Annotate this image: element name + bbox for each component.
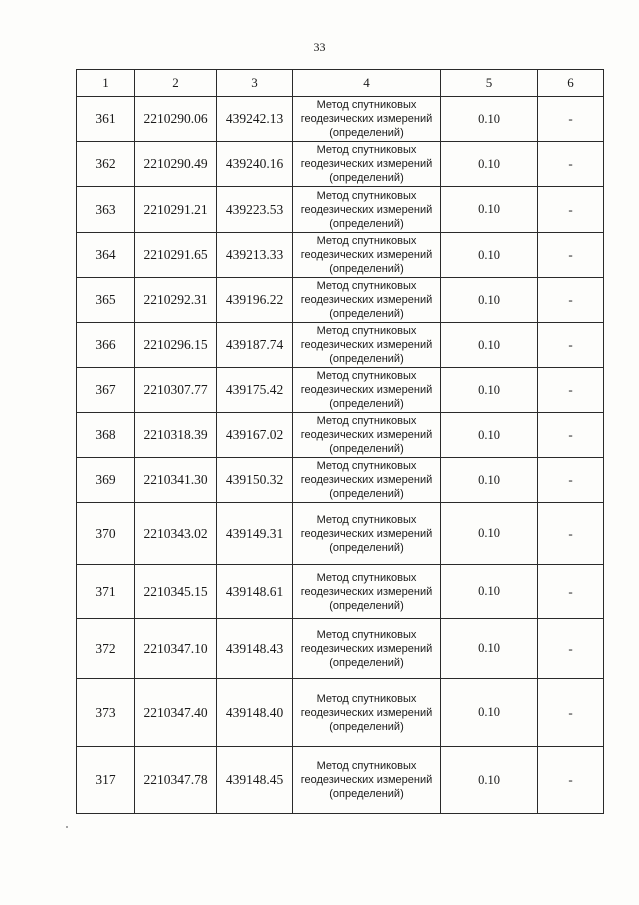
point-cell: 371 <box>77 565 135 619</box>
header-col-1: 1 <box>77 70 135 97</box>
scan-speck <box>66 826 68 828</box>
header-row <box>77 70 604 97</box>
accuracy-cell: 0.10 <box>441 233 538 278</box>
accuracy-cell: 0.10 <box>441 187 538 233</box>
point-cell: 369 <box>77 458 135 503</box>
note-cell: - <box>538 368 604 413</box>
accuracy-cell: 0.10 <box>441 142 538 187</box>
point-cell: 366 <box>77 323 135 368</box>
note-cell: - <box>538 565 604 619</box>
table-row <box>77 565 604 619</box>
y-coordinate-cell: 439240.16 <box>217 142 293 187</box>
y-coordinate-cell: 439148.43 <box>217 619 293 679</box>
header-col-4: 4 <box>293 70 441 97</box>
x-coordinate-cell: 2210292.31 <box>135 278 217 323</box>
accuracy-cell: 0.10 <box>441 323 538 368</box>
x-coordinate-cell: 2210345.15 <box>135 565 217 619</box>
accuracy-cell: 0.10 <box>441 368 538 413</box>
y-coordinate-cell: 439150.32 <box>217 458 293 503</box>
note-cell: - <box>538 679 604 747</box>
point-cell: 373 <box>77 679 135 747</box>
method-cell: Метод спутниковых геодезических измерений (определений) <box>293 565 441 619</box>
x-coordinate-cell: 2210347.10 <box>135 619 217 679</box>
method-cell: Метод спутниковых геодезических измерений (определений) <box>293 619 441 679</box>
table-row <box>77 233 604 278</box>
x-coordinate-cell: 2210290.49 <box>135 142 217 187</box>
y-coordinate-cell: 439167.02 <box>217 413 293 458</box>
table-row <box>77 413 604 458</box>
y-coordinate-cell: 439242.13 <box>217 97 293 142</box>
table-row <box>77 97 604 142</box>
y-coordinate-cell: 439148.40 <box>217 679 293 747</box>
table-row <box>77 187 604 233</box>
table-row <box>77 458 604 503</box>
note-cell: - <box>538 323 604 368</box>
method-cell: Метод спутниковых геодезических измерений (определений) <box>293 187 441 233</box>
y-coordinate-cell: 439196.22 <box>217 278 293 323</box>
note-cell: - <box>538 187 604 233</box>
point-cell: 361 <box>77 97 135 142</box>
page-number: 33 <box>313 40 326 54</box>
header-col-2: 2 <box>135 70 217 97</box>
note-cell: - <box>538 503 604 565</box>
y-coordinate-cell: 439149.31 <box>217 503 293 565</box>
table-row <box>77 679 604 747</box>
y-coordinate-cell: 439213.33 <box>217 233 293 278</box>
method-cell: Метод спутниковых геодезических измерений (определений) <box>293 747 441 814</box>
point-cell: 372 <box>77 619 135 679</box>
header-col-5: 5 <box>441 70 538 97</box>
method-cell: Метод спутниковых геодезических измерений (определений) <box>293 368 441 413</box>
method-cell: Метод спутниковых геодезических измерений (определений) <box>293 503 441 565</box>
accuracy-cell: 0.10 <box>441 413 538 458</box>
method-cell: Метод спутниковых геодезических измерений (определений) <box>293 458 441 503</box>
x-coordinate-cell: 2210347.40 <box>135 679 217 747</box>
method-cell: Метод спутниковых геодезических измерений (определений) <box>293 233 441 278</box>
table-row <box>77 503 604 565</box>
point-cell: 363 <box>77 187 135 233</box>
x-coordinate-cell: 2210290.06 <box>135 97 217 142</box>
table-row <box>77 278 604 323</box>
table-row <box>77 142 604 187</box>
accuracy-cell: 0.10 <box>441 278 538 323</box>
x-coordinate-cell: 2210296.15 <box>135 323 217 368</box>
point-cell: 317 <box>77 747 135 814</box>
table-row <box>77 747 604 814</box>
point-cell: 368 <box>77 413 135 458</box>
table-row <box>77 323 604 368</box>
x-coordinate-cell: 2210343.02 <box>135 503 217 565</box>
accuracy-cell: 0.10 <box>441 458 538 503</box>
note-cell: - <box>538 747 604 814</box>
point-cell: 367 <box>77 368 135 413</box>
method-cell: Метод спутниковых геодезических измерений (определений) <box>293 679 441 747</box>
table-row <box>77 368 604 413</box>
accuracy-cell: 0.10 <box>441 503 538 565</box>
accuracy-cell: 0.10 <box>441 97 538 142</box>
note-cell: - <box>538 413 604 458</box>
point-cell: 365 <box>77 278 135 323</box>
table-row <box>77 619 604 679</box>
point-cell: 362 <box>77 142 135 187</box>
note-cell: - <box>538 619 604 679</box>
method-cell: Метод спутниковых геодезических измерений (определений) <box>293 323 441 368</box>
point-cell: 364 <box>77 233 135 278</box>
accuracy-cell: 0.10 <box>441 747 538 814</box>
table-body <box>77 97 604 814</box>
method-cell: Метод спутниковых геодезических измерений (определений) <box>293 142 441 187</box>
x-coordinate-cell: 2210291.21 <box>135 187 217 233</box>
method-cell: Метод спутниковых геодезических измерений (определений) <box>293 413 441 458</box>
note-cell: - <box>538 97 604 142</box>
header-col-6: 6 <box>538 70 604 97</box>
note-cell: - <box>538 458 604 503</box>
x-coordinate-cell: 2210347.78 <box>135 747 217 814</box>
y-coordinate-cell: 439223.53 <box>217 187 293 233</box>
method-cell: Метод спутниковых геодезических измерений (определений) <box>293 278 441 323</box>
y-coordinate-cell: 439148.61 <box>217 565 293 619</box>
note-cell: - <box>538 233 604 278</box>
y-coordinate-cell: 439175.42 <box>217 368 293 413</box>
x-coordinate-cell: 2210341.30 <box>135 458 217 503</box>
note-cell: - <box>538 278 604 323</box>
accuracy-cell: 0.10 <box>441 679 538 747</box>
x-coordinate-cell: 2210318.39 <box>135 413 217 458</box>
header-col-3: 3 <box>217 70 293 97</box>
accuracy-cell: 0.10 <box>441 619 538 679</box>
coordinates-table <box>76 69 604 814</box>
method-cell: Метод спутниковых геодезических измерений (определений) <box>293 97 441 142</box>
x-coordinate-cell: 2210291.65 <box>135 233 217 278</box>
note-cell: - <box>538 142 604 187</box>
accuracy-cell: 0.10 <box>441 565 538 619</box>
point-cell: 370 <box>77 503 135 565</box>
x-coordinate-cell: 2210307.77 <box>135 368 217 413</box>
y-coordinate-cell: 439148.45 <box>217 747 293 814</box>
y-coordinate-cell: 439187.74 <box>217 323 293 368</box>
